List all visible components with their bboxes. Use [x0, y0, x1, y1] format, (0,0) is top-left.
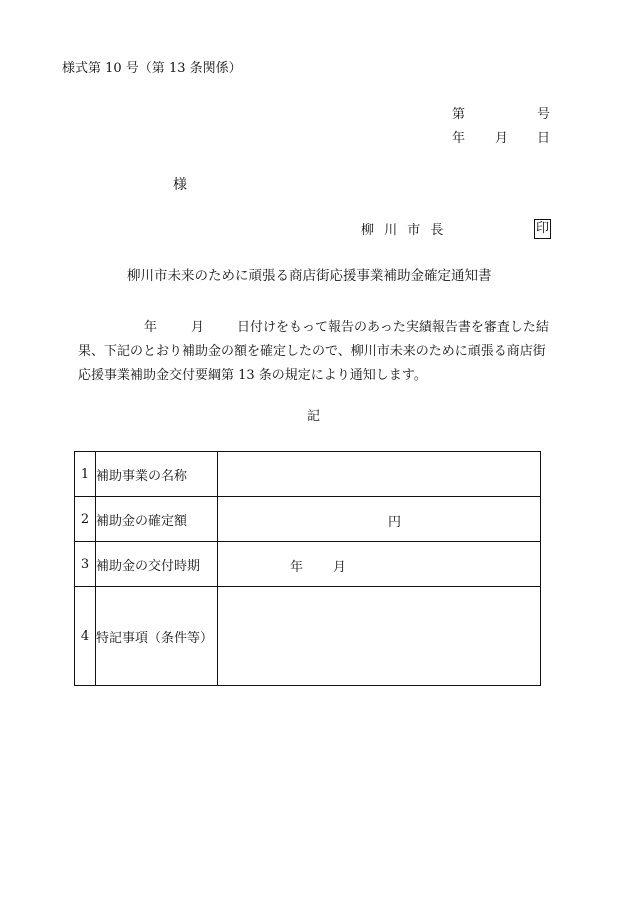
body-line-1 — [78, 316, 558, 340]
table-row — [75, 452, 541, 497]
item-number: 2 — [75, 497, 96, 542]
item-number: 3 — [75, 542, 96, 587]
form-number: 様式第 10 号（第 13 条関係） — [62, 61, 242, 76]
item-label: 補助金の確定額 — [96, 497, 218, 542]
item-value-grant-period — [218, 542, 541, 587]
item-label: 補助金の交付時期 — [96, 542, 218, 587]
items-table — [74, 451, 541, 686]
date-year: 年 — [452, 131, 466, 146]
date-month: 月 — [495, 131, 509, 146]
ki-heading: 記 — [307, 409, 321, 424]
body-month: 月 — [191, 320, 205, 335]
body-line-2: 果、下記のとおり補助金の額を確定したので、柳川市未来のために頑張る商店街 — [78, 344, 546, 359]
body-line-1-text: 日付けをもって報告のあった実績報告書を審査した結 — [237, 320, 549, 335]
item-number: 4 — [75, 587, 96, 686]
table-row — [75, 497, 541, 542]
issuer-title: 柳 川 市 長 — [361, 223, 447, 238]
body-year: 年 — [144, 320, 158, 335]
item-label: 特記事項（条件等） — [96, 587, 218, 686]
recipient-honorific: 様 — [173, 177, 187, 193]
item-value-project-name — [218, 452, 541, 497]
body-line-3: 応援事業補助金交付要綱第 13 条の規定により通知します。 — [78, 368, 427, 383]
item-label: 補助事業の名称 — [96, 452, 218, 497]
item-value-amount — [218, 497, 541, 542]
document-number-suffix: 号 — [537, 107, 551, 122]
yen-unit: 円 — [388, 515, 402, 530]
notice-body — [78, 316, 558, 388]
item-value-remarks — [218, 587, 541, 686]
document-number-prefix: 第 — [452, 107, 466, 122]
date-day: 日 — [537, 131, 551, 146]
table-row — [75, 587, 541, 686]
period-year: 年 — [290, 560, 304, 575]
item-number: 1 — [75, 452, 96, 497]
table-row — [75, 542, 541, 587]
seal-mark: 印 — [534, 219, 551, 239]
period-month: 月 — [333, 560, 347, 575]
document-title: 柳川市未来のために頑張る商店街応援事業補助金確定通知書 — [127, 268, 492, 284]
